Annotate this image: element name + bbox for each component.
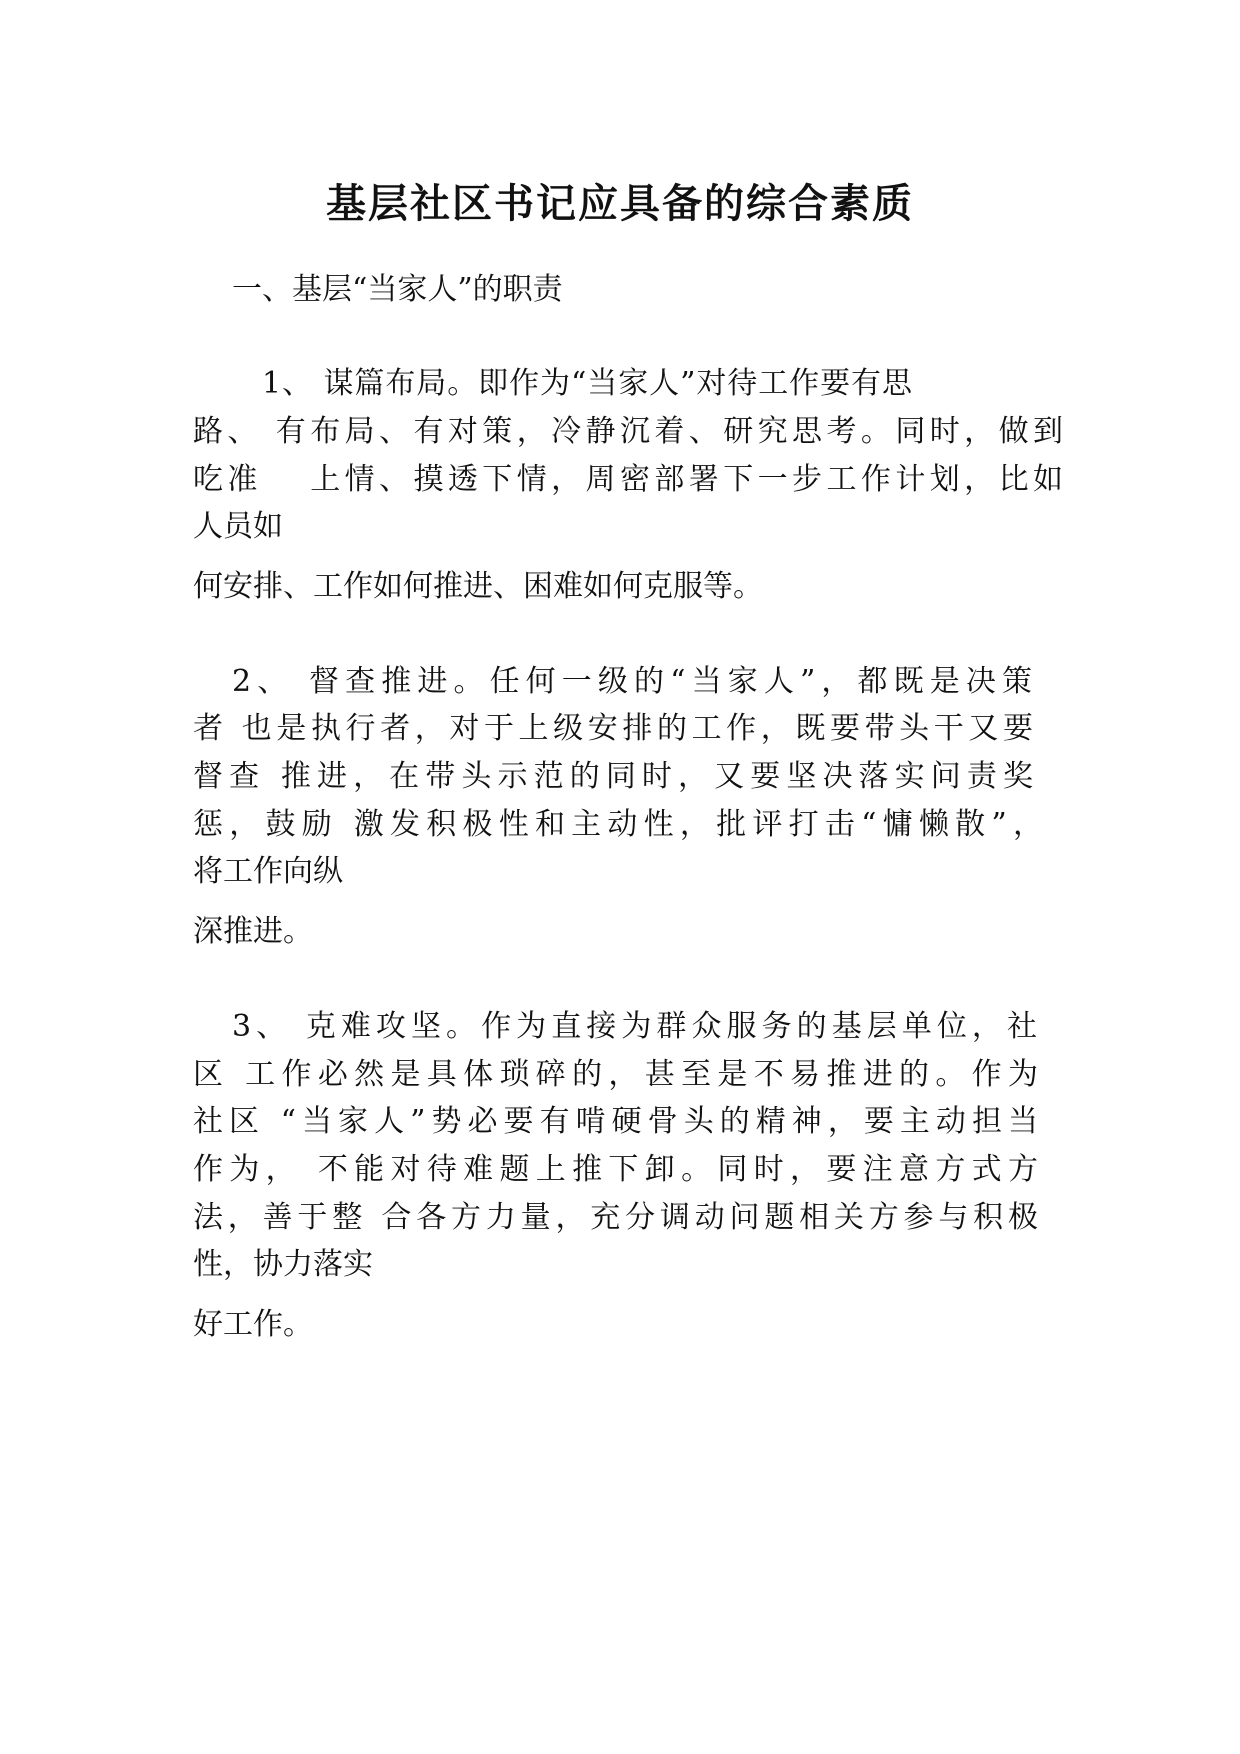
item1-line-2: 路、 有布局、有对策，冷静沉着、研究思考。同时，做到 (193, 414, 1063, 449)
item3-line-2: 区 工作必然是具体琐碎的，甚至是不易推进的。作为 (193, 1057, 1038, 1092)
item3-line-7: 好工作。 (193, 1307, 313, 1342)
item3-line-5: 法，善于整 合各方力量，充分调动问题相关方参与积极 (193, 1200, 1038, 1235)
item1-line-4: 人员如 (193, 509, 283, 544)
document-title: 基层社区书记应具备的综合素质 (326, 181, 914, 227)
item1-line-1: 1、 谋篇布局。即作为“当家人”对待工作要有思 (262, 366, 912, 401)
item2-line-6: 深推进。 (193, 914, 313, 949)
item2-line-4: 惩，鼓励 激发积极性和主动性，批评打击“慵懒散”， (193, 807, 1043, 842)
item3-line-4: 作为， 不能对待难题上推下卸。同时，要注意方式方 (193, 1152, 1038, 1187)
item2-line-1: 2、 督查推进。任何一级的“当家人”，都既是决策 (232, 664, 1032, 699)
item2-line-5: 将工作向纵 (193, 854, 343, 889)
item2-line-2: 者 也是执行者，对于上级安排的工作，既要带头干又要 (193, 711, 1033, 746)
item3-line-1: 3、 克难攻坚。作为直接为群众服务的基层单位，社 (232, 1009, 1037, 1044)
item2-line-3: 督查 推进，在带头示范的同时，又要坚决落实问责奖 (193, 759, 1033, 794)
section-heading: 一、基层“当家人”的职责 (232, 272, 563, 307)
item3-line-6: 性，协力落实 (193, 1247, 373, 1282)
item1-line-3: 吃准 上情、摸透下情，周密部署下一步工作计划，比如 (193, 462, 1063, 497)
item3-line-3: 社区 “当家人”势必要有啃硬骨头的精神，要主动担当 (193, 1104, 1038, 1139)
item1-line-5: 何安排、工作如何推进、困难如何克服等。 (193, 569, 763, 604)
